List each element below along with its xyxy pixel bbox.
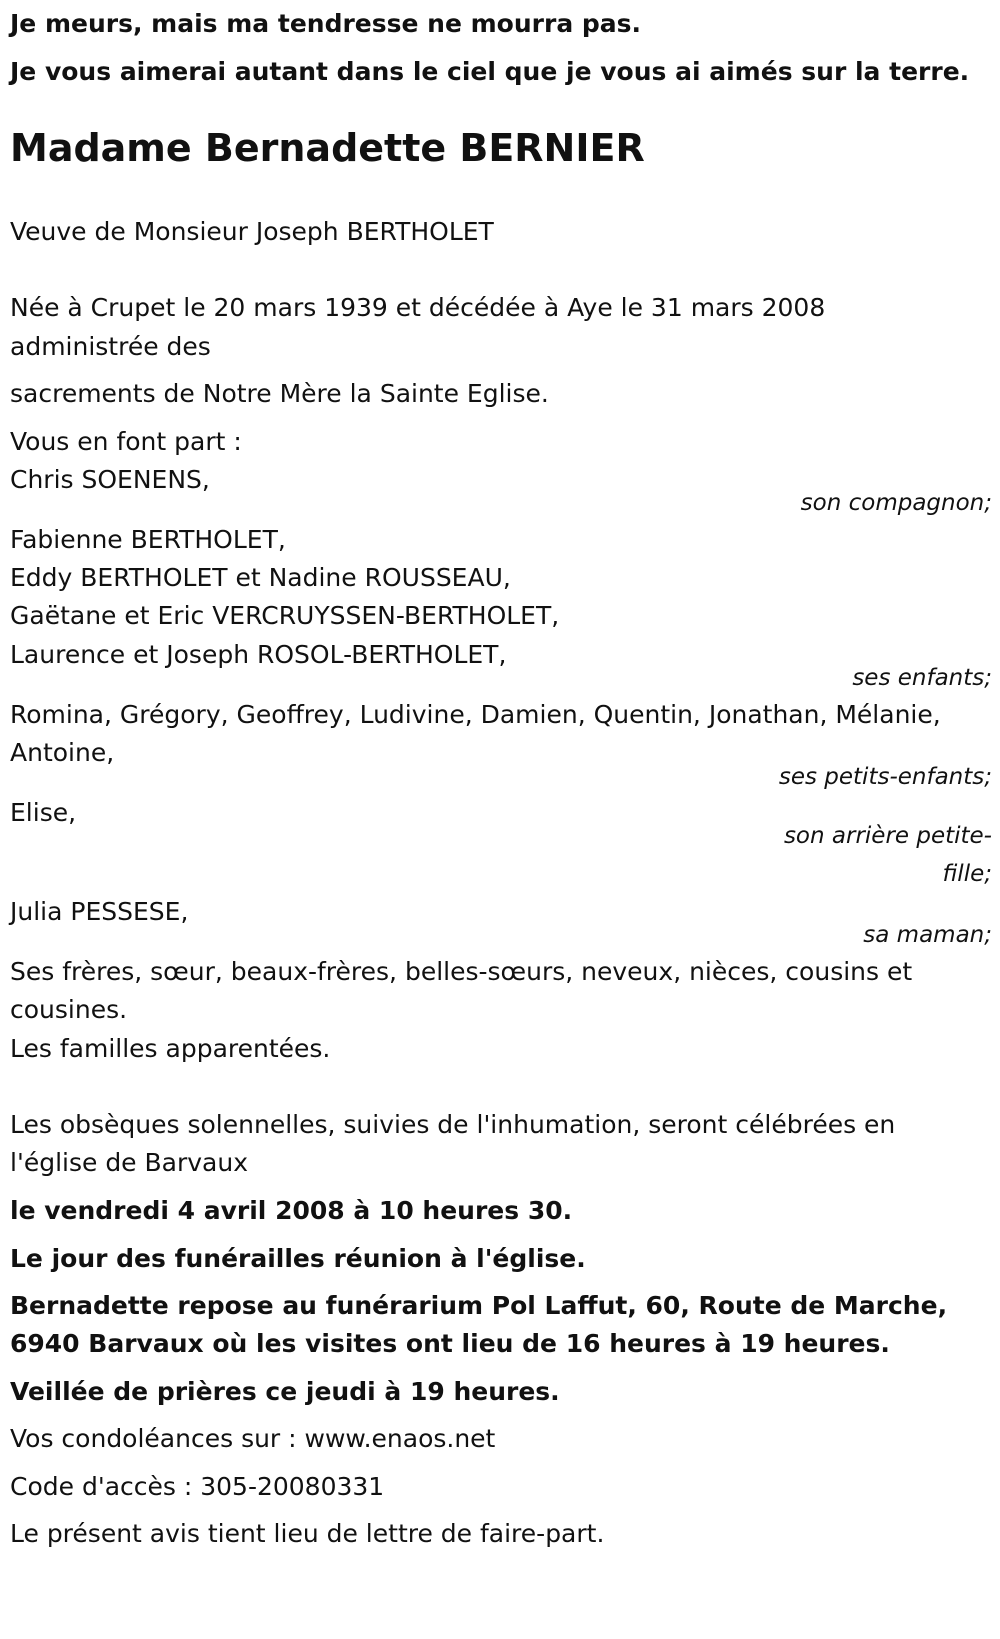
sacraments-line: sacrements de Notre Mère la Sainte Eglise.	[10, 379, 549, 408]
repose-line-2: 6940 Barvaux où les visites ont lieu de 16 heures à 19 heures.	[10, 1329, 890, 1358]
vigil-line: Veillée de prières ce jeudi à 19 heures.	[10, 1377, 560, 1406]
mother-role: sa maman;	[863, 922, 992, 948]
great-granddaughter-role-line-1: son arrière petite-	[783, 823, 992, 849]
deceased-name: Madame Bernadette BERNIER	[10, 126, 645, 170]
relatives-line-1: Ses frères, sœur, beaux-frères, belles-sœurs, neveux, nièces, cousins et	[10, 957, 913, 986]
funeral-line-1: Les obsèques solennelles, suivies de l'inhumation, seront célébrées en	[10, 1110, 896, 1139]
condolences-line: Vos condoléances sur : www.enaos.net	[10, 1424, 496, 1453]
notice-line: Le présent avis tient lieu de lettre de faire-part.	[10, 1519, 605, 1548]
families-line: Les familles apparentées.	[10, 1034, 331, 1063]
child-name: Fabienne BERTHOLET,	[10, 525, 286, 554]
announcement-intro: Vous en font part :	[10, 427, 242, 456]
great-granddaughter-role-line-2: fille;	[942, 861, 992, 887]
mother-name: Julia PESSESE,	[10, 897, 189, 926]
grandchildren-role: ses petits-enfants;	[778, 764, 992, 790]
children-role: ses enfants;	[852, 665, 992, 691]
epigraph-line-2: Je vous aimerai autant dans le ciel que je vous ai aimés sur la terre.	[10, 57, 970, 86]
funeral-line-2: l'église de Barvaux	[10, 1148, 249, 1177]
epigraph-line-1: Je meurs, mais ma tendresse ne mourra pas.	[10, 9, 642, 38]
grandchildren-names-line-2: Antoine,	[10, 738, 115, 767]
birth-death-line-2: administrée des	[10, 332, 211, 361]
great-granddaughter-name: Elise,	[10, 798, 77, 827]
gathering-line: Le jour des funérailles réunion à l'église.	[10, 1244, 586, 1273]
repose-line-1: Bernadette repose au funérarium Pol Laffut, 60, Route de Marche,	[10, 1291, 948, 1320]
relatives-line-2: cousines.	[10, 995, 128, 1024]
access-code-line: Code d'accès : 305-20080331	[10, 1472, 385, 1501]
child-name: Gaëtane et Eric VERCRUYSSEN-BERTHOLET,	[10, 601, 560, 630]
funeral-date: le vendredi 4 avril 2008 à 10 heures 30.	[10, 1196, 573, 1225]
child-name: Eddy BERTHOLET et Nadine ROUSSEAU,	[10, 563, 511, 592]
child-name: Laurence et Joseph ROSOL-BERTHOLET,	[10, 640, 507, 669]
spouse-line: Veuve de Monsieur Joseph BERTHOLET	[10, 217, 494, 246]
grandchildren-names-line-1: Romina, Grégory, Geoffrey, Ludivine, Damien, Quentin, Jonathan, Mélanie,	[10, 700, 941, 729]
companion-name: Chris SOENENS,	[10, 465, 210, 494]
companion-role: son compagnon;	[800, 490, 992, 516]
birth-death-line-1: Née à Crupet le 20 mars 1939 et décédée à Aye le 31 mars 2008	[10, 293, 826, 322]
